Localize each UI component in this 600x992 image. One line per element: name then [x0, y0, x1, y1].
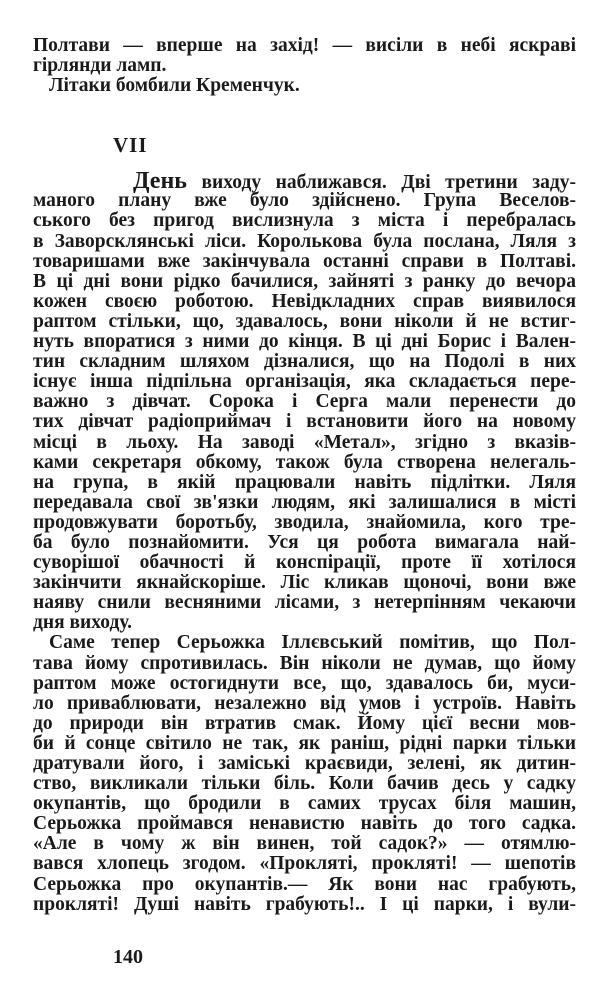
- text-line: гірлянди ламп.: [33, 55, 167, 77]
- lead-rest: виходу наближався. Дві третини заду-: [201, 172, 577, 194]
- text-line: ство, викликали тільки біль. Коли бачив десь у садку: [33, 773, 576, 795]
- text-line: дня виходу.: [33, 612, 133, 634]
- text-line: ками секретаря обкому, також була створена нелегаль-: [33, 451, 576, 473]
- text-line: тих дівчат радіоприймач і встановити його на новому: [33, 411, 576, 433]
- text-line: на група, в якій працювали навіть підлітки. Ляля: [33, 471, 576, 493]
- text-line: раптом стільки, що, здавалось, вони ніколи й не встиг-: [33, 310, 576, 332]
- chapter-body: [33, 191, 576, 914]
- previous-section-ending: [33, 36, 576, 96]
- text-line: «Але в чому ж він винен, той садок?» — отямлю-: [33, 833, 576, 855]
- text-line: існує інша підпільна організація, яка складається пере-: [33, 371, 576, 393]
- text-line: раптом може остогиднути все, що, здавалось би, муси-: [33, 672, 576, 694]
- text-line: кожен своєю роботою. Невідкладних справ виявилося: [33, 290, 576, 312]
- text-line: місці в льоху. На заводі «Метал», згідно з вказів-: [33, 431, 576, 453]
- text-line: нуть впоратися з ними до кінця. В ці дні Борис і Вален-: [33, 331, 576, 353]
- text-line: продовжувати боротьбу, зводила, знайомила, кого тре-: [33, 511, 576, 533]
- text-line: Серьожка про окупантів.— Як вони нас грабують,: [33, 873, 576, 895]
- text-line: наяву снили весняними лісами, з нетерпінням чекаючи: [33, 592, 576, 614]
- text-line: товаришами вже закінчувала останні справи в Полтаві.: [33, 250, 576, 272]
- chapter-heading: VII: [113, 133, 148, 157]
- text-line: Саме тепер Серьожка Іллєвський помітив, що Пол-: [49, 632, 576, 654]
- page-number: 140: [113, 946, 143, 968]
- text-line: окупантів, що бродили в самих трусах біля машин,: [33, 793, 576, 815]
- lead-word: День: [133, 168, 187, 195]
- text-line: тава йому спротивилась. Він ніколи не думав, що йому: [33, 652, 576, 674]
- text-line: важно з дівчат. Сорока і Серга мали перенести до: [33, 391, 576, 413]
- text-line: В ці дні вони рідко бачилися, зайняті з ранку до вечора: [33, 270, 576, 292]
- text-line: дратували його, і заміські краєвиди, зелені, як дитин-: [33, 753, 576, 774]
- text-line: в Заворсклянські ліси. Королькова була послана, Ляля з: [33, 230, 576, 252]
- text-line: би й сонце світило не так, як раніш, рідні парки тільки: [33, 732, 576, 754]
- text-line: закінчити якнайскоріше. Ліс кликав щоночі, вони вже: [33, 572, 576, 594]
- text-line: прокляті! Душі навіть грабують!.. І ці парки, і вули-: [33, 893, 576, 915]
- page-text: [33, 36, 576, 915]
- text-line: Серьожка проймався ненавистю навіть до того садка.: [33, 813, 576, 835]
- text-line: Літаки бомбили Кременчук.: [49, 75, 300, 97]
- text-line: ського без пригод вислизнула з міста і перебралась: [33, 210, 576, 232]
- text-line: Полтави — вперше на захід! — висіли в небі яскраві: [33, 35, 576, 56]
- text-line: до природи він втратив смак. Йому цієї весни мов-: [33, 712, 576, 734]
- chapter-first-line: [33, 168, 577, 195]
- text-line: суворішої обачності й конспірації, проте її хотілося: [33, 552, 576, 574]
- text-line: ба було познайомити. Уся ця робота вимагала най-: [33, 531, 576, 553]
- text-line: ло приваблювати, незалежно від умов і устроїв. Навіть: [33, 692, 576, 714]
- text-line: маного плану вже було здійснено. Група Веселов-: [33, 190, 576, 212]
- text-line: передавала свої зв'язки людям, які залишалися в місті: [33, 491, 576, 513]
- text-line: тин складним шляхом дізналися, що на Подолі в них: [33, 351, 576, 373]
- text-line: вався хлопець згодом. «Прокляті, прокляті! — шепотів: [33, 853, 576, 875]
